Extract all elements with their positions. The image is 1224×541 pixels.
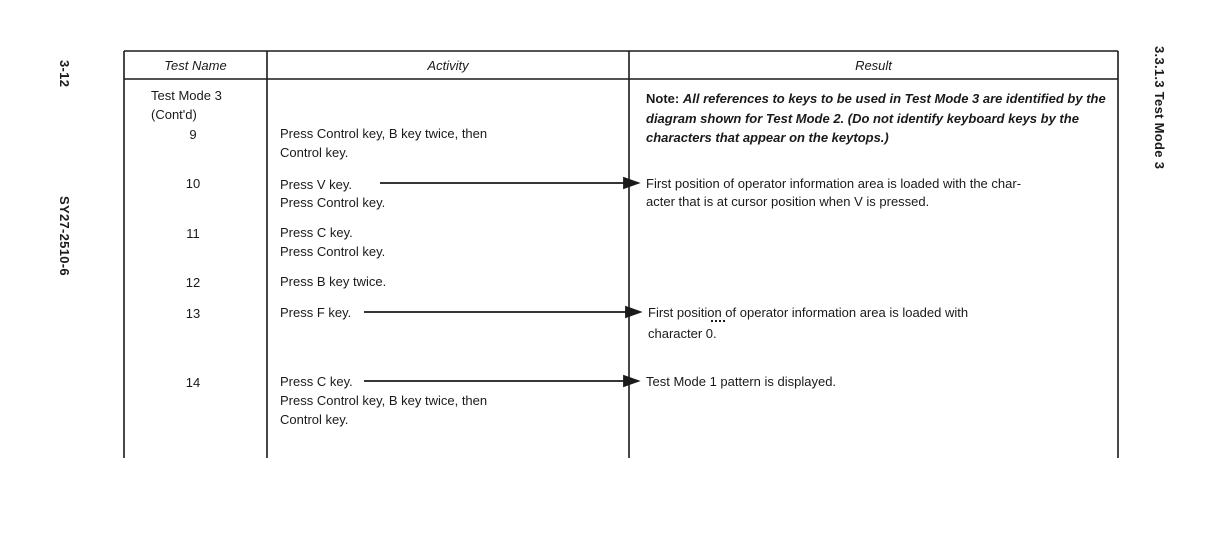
header-test-name: Test Name [164, 58, 227, 73]
header-result: Result [855, 58, 892, 73]
result-line: acter that is at cursor position when V is pressed. [646, 194, 930, 209]
document-number: SY27-2510-6 [57, 196, 72, 276]
activity-line: Control key. [280, 412, 349, 427]
header-activity: Activity [427, 58, 469, 73]
activity-line: Press B key twice. [280, 274, 387, 289]
section-heading: 3.3.1.3 Test Mode 3 [1152, 46, 1167, 170]
activity-line: Press Control key. [280, 195, 386, 210]
result-line: Test Mode 1 pattern is displayed. [646, 374, 837, 389]
note-label: Note: [646, 91, 680, 106]
step-number: 13 [185, 306, 201, 321]
note-text: All references to keys to be used in Test Mode 3 are identified by the diagram shown for Test Mode 2. (Do not identify keyboard keys by the characters that appear on the keytops.) [646, 91, 1106, 145]
step-number: 11 [186, 226, 200, 241]
result-line: First position of operator information area is loaded with the char- [646, 176, 1022, 191]
activity-line: Press Control key, B key twice, then [280, 393, 488, 408]
step-number: 10 [185, 176, 201, 191]
step-number: 12 [185, 275, 201, 290]
activity-line: Press C key. [280, 374, 353, 389]
activity-line: Control key. [280, 145, 349, 160]
result-note [646, 89, 1106, 148]
activity-line: Press C key. [280, 225, 353, 240]
activity-line: Press Control key, B key twice, then [280, 126, 488, 141]
test-name: Test Mode 3 [151, 88, 222, 103]
activity-line: Press Control key. [280, 244, 386, 259]
emphasis-dots [711, 320, 725, 322]
left-margin [48, 48, 72, 308]
result-line: character 0. [648, 326, 717, 341]
step-number: 9 [189, 127, 197, 142]
step-number: 14 [185, 375, 201, 390]
activity-line: Press V key. [280, 177, 353, 192]
result-line: First position of operator information area is loaded with [648, 305, 969, 320]
activity-line: Press F key. [280, 305, 352, 320]
page-number: 3-12 [57, 60, 72, 88]
test-name-continued: (Cont'd) [151, 107, 197, 122]
